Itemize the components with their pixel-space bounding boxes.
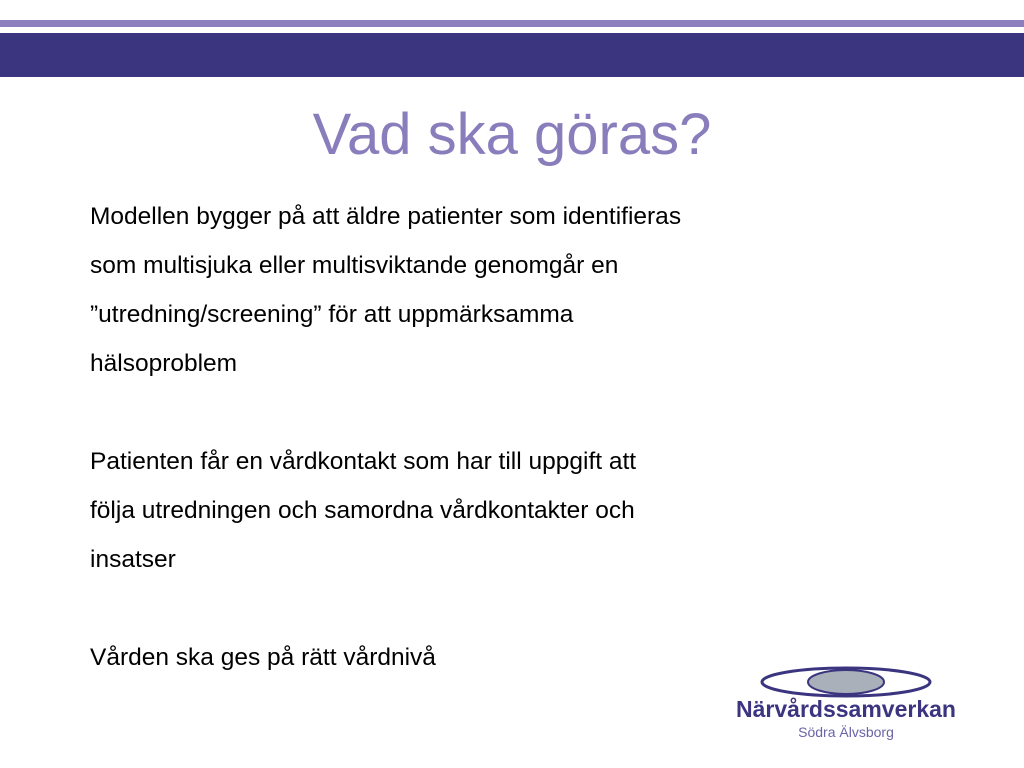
logo-ovals-icon bbox=[758, 664, 934, 700]
logo-subtitle: Södra Älvsborg bbox=[798, 724, 894, 740]
paragraph-line: insatser bbox=[90, 546, 176, 573]
paragraph-line: som multisjuka eller multisviktande genomgår en bbox=[90, 252, 619, 279]
paragraph-line: Patienten får en vårdkontakt som har till uppgift att bbox=[90, 448, 637, 475]
slide-title: Vad ska göras? bbox=[312, 102, 712, 167]
header-band-dark bbox=[0, 33, 1024, 77]
paragraph-line: följa utredningen och samordna vårdkontakter och bbox=[90, 497, 635, 524]
slide-body bbox=[90, 192, 890, 731]
logo bbox=[712, 664, 980, 746]
paragraph-2 bbox=[90, 437, 890, 584]
paragraph-line: Modellen bygger på att äldre patienter som identifieras bbox=[90, 203, 682, 230]
paragraph-1 bbox=[90, 192, 890, 388]
paragraph-line: hälsoproblem bbox=[90, 350, 238, 377]
logo-name: Närvårdssamverkan bbox=[736, 696, 956, 722]
paragraph-line: Vården ska ges på rätt vårdnivå bbox=[90, 644, 436, 671]
paragraph-line: ”utredning/screening” för att uppmärksamma bbox=[90, 301, 574, 328]
header-band-light bbox=[0, 20, 1024, 27]
